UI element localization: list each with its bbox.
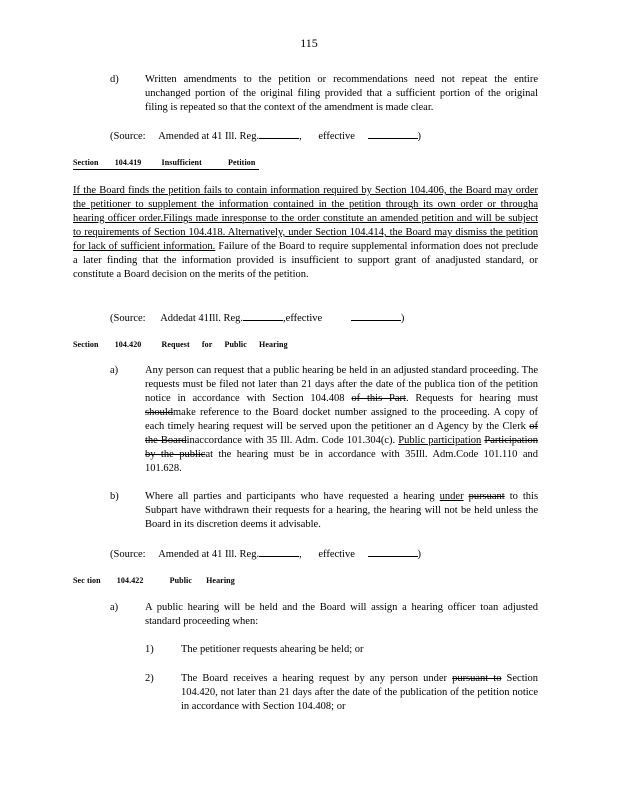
section-420-item-a-text [145, 364, 538, 476]
section-heading-104-420 [73, 340, 296, 350]
item-d-marker: d) [110, 74, 119, 85]
added-text: under [439, 491, 464, 502]
text-run: make reference to the Board docket number assigned to the proceeding. A copy of each timely hearing request will be served upon the petitioner an d Agency by the Clerk [145, 407, 538, 432]
text-run: to this Subpart have withdrawn their requests for a hearing, the hearing will not be held unless the Board in its discretion deems it advisable. [145, 491, 539, 530]
section-number: 104.422 [116, 576, 144, 585]
register-blank [259, 128, 299, 139]
section-number: 104.419 [114, 158, 142, 167]
text-run: Where all parties and participants who have requested a hearing [145, 491, 435, 502]
section-word: Section [73, 340, 99, 349]
source-note-1 [110, 128, 421, 144]
source-effective: ,effective [283, 313, 323, 324]
source-effective: effective [318, 131, 355, 142]
section-title-word: Insufficient [161, 158, 202, 167]
section-word: Sec tion [73, 576, 101, 585]
text-run: The Board receives a hearing request by any person under [181, 673, 447, 684]
register-blank [259, 546, 299, 557]
subitem-1-marker: 1) [145, 644, 154, 655]
source-comma: , [299, 131, 302, 142]
deleted-text: pursuant [468, 491, 505, 502]
effective-date-blank [368, 128, 418, 139]
page-number: 115 [300, 36, 318, 50]
section-heading-104-419 [73, 158, 259, 170]
source-note-2 [110, 310, 404, 326]
added-text: Public participation [398, 435, 482, 446]
deleted-text: Participation by the public [145, 435, 539, 460]
section-title-word: Public [169, 576, 192, 585]
deleted-text: should [145, 407, 174, 418]
plain-text: Failure of the Board to require supplemental information does not preclude a later finding that the information provided is insufficient to support grant of anadjusted standard, or constitute a Board decision on the merits of the petition. [73, 241, 539, 280]
subitem-2-marker: 2) [145, 673, 154, 684]
text-run: Any person can request that a public hearing be held in an adjusted standard proceeding. The requests must be filed not later than 21 days after the date of the publica tion of the petition notice in accordance with Section 104.408 [145, 365, 538, 404]
text-run: at the hearing must be in accordance with 35Ill. Adm.Code 101.110 and 101.628. [145, 449, 538, 474]
source-body: Amended at 41 Ill. Reg. [158, 131, 260, 142]
section-number: 104.420 [114, 340, 142, 349]
item-a-marker: a) [110, 365, 119, 376]
effective-date-blank [351, 310, 401, 321]
section-title-word: for [201, 340, 213, 349]
section-title-word: Hearing [206, 576, 235, 585]
source-close: ) [417, 549, 422, 560]
register-blank [243, 310, 283, 321]
source-comma: , [299, 549, 302, 560]
section-422-subitem-2-text [181, 672, 538, 714]
text-run: Section 104.420, not later than 21 days after the date of the publication of the petition notice in accordance with Section 104.408; or [181, 673, 539, 712]
text-run: . Requests for hearing must [405, 393, 539, 404]
item-b-marker: b) [110, 491, 119, 502]
item-d-text: Written amendments to the petition or recommendations need not repeat the entire unchanged portion of the original filing provided that a sufficient portion of the original filing is repeated so that the context of the amendment is made clear. [145, 74, 538, 113]
deleted-text: of the Board [145, 421, 539, 446]
section-422-subitem-1-text: The petitioner requests ahearing be held; or [181, 644, 364, 655]
section-word: Section [73, 158, 99, 167]
source-close: ) [400, 313, 405, 324]
section-419-body [73, 184, 538, 282]
source-prefix: (Source: [110, 313, 146, 324]
item-a-marker: a) [110, 602, 119, 613]
text-run: inaccordance with 35 Ill. Adm. Code 101.304(c). [186, 435, 396, 446]
section-422-item-a-text: A public hearing will be held and the Board will assign a hearing officer toan adjusted standard proceeding when: [145, 602, 538, 627]
section-title-word: Public [224, 340, 247, 349]
source-effective: effective [318, 549, 355, 560]
deleted-text: pursuant to [452, 673, 502, 684]
source-body: Amended at 41 Ill. Reg. [158, 549, 260, 560]
section-title-word: Hearing [259, 340, 288, 349]
source-prefix: (Source: [110, 549, 146, 560]
source-body: Addedat 41Ill. Reg. [160, 313, 244, 324]
section-title-word: Petition [227, 158, 256, 167]
added-text: If the Board finds the petition fails to contain information required by Section 104.406, the Board may order the petitioner to supplement the information contained in the petition through its own order or throughа hearing officer order.Filings made inresponse to the order constitute an amended petition and will be subject to requirements of Section 104.418. Alternatively, under Section 104.414, the Board may dismiss the petition for lack of sufficient information. [73, 185, 538, 252]
effective-date-blank [368, 546, 418, 557]
source-note-3 [110, 546, 421, 562]
source-close: ) [417, 131, 422, 142]
section-heading-104-422 [73, 576, 243, 586]
section-title-word: Request [161, 340, 190, 349]
deleted-text: of this Part [351, 393, 406, 404]
section-420-item-b-text [145, 490, 538, 532]
source-prefix: (Source: [110, 131, 146, 142]
